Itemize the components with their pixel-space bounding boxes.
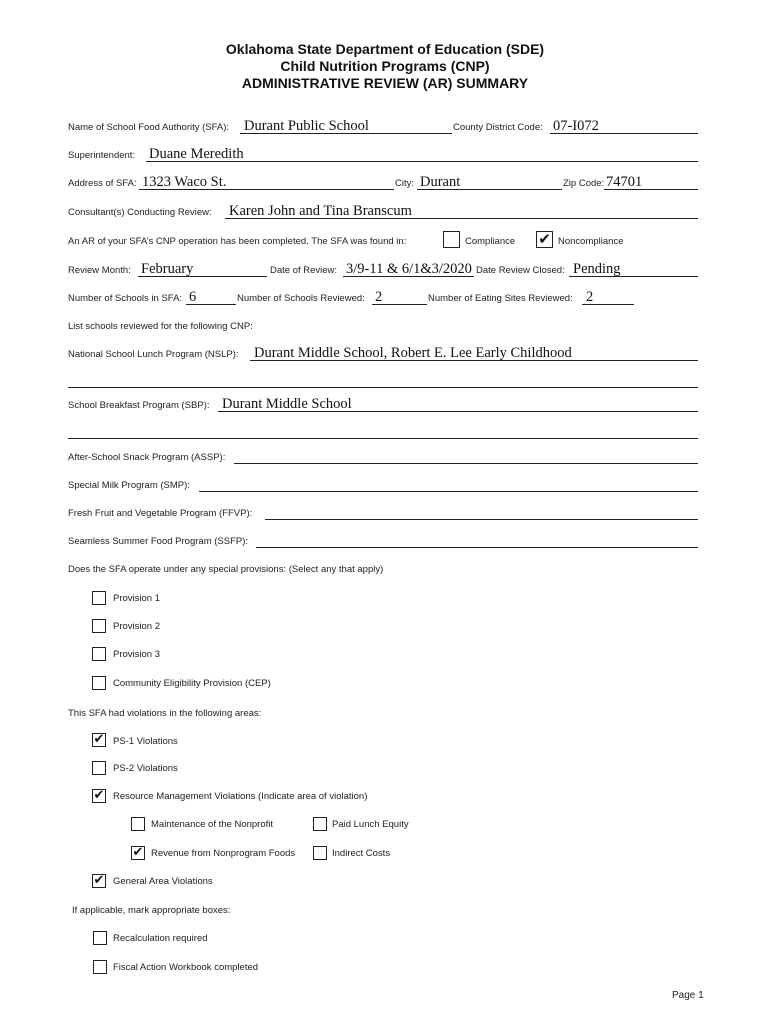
- date-closed-value[interactable]: Pending: [573, 261, 621, 277]
- maintenance-checkbox[interactable]: [131, 817, 145, 831]
- schools-list-label: List schools reviewed for the following CNP:: [68, 321, 253, 332]
- address-label: Address of SFA:: [68, 178, 137, 189]
- eating-sites-label: Number of Eating Sites Reviewed:: [428, 293, 573, 304]
- county-code-value[interactable]: 07-I072: [553, 118, 599, 134]
- provisions-question: Does the SFA operate under any special provisions: (Select any that apply): [68, 564, 384, 575]
- ps2-label: PS-2 Violations: [113, 763, 178, 774]
- compliance-label: Compliance: [465, 236, 516, 247]
- date-closed-label: Date Review Closed:: [476, 265, 565, 276]
- violations-heading: This SFA had violations in the following areas:: [68, 708, 262, 719]
- ps1-checkbox[interactable]: ✔: [93, 732, 105, 747]
- review-date-label: Date of Review:: [270, 265, 338, 276]
- paid-lunch-equity-label: Paid Lunch Equity: [332, 819, 409, 830]
- assp-label: After-School Snack Program (ASSP):: [68, 452, 226, 463]
- noncompliance-checkbox[interactable]: ✔: [536, 231, 553, 248]
- address-value[interactable]: 1323 Waco St.: [142, 174, 227, 190]
- header-line-2: Child Nutrition Programs (CNP): [280, 58, 490, 74]
- consultant-value[interactable]: Karen John and Tina Branscum: [229, 203, 412, 219]
- smp-line[interactable]: [199, 491, 698, 492]
- recalculation-label: Recalculation required: [113, 933, 208, 944]
- provision-3-label: Provision 3: [113, 649, 160, 660]
- schools-reviewed-label: Number of Schools Reviewed:: [237, 293, 365, 304]
- city-value[interactable]: Durant: [420, 174, 461, 190]
- page-number: Page 1: [672, 990, 704, 1001]
- resource-management-checkbox[interactable]: ✔: [93, 788, 105, 803]
- header-line-3: ADMINISTRATIVE REVIEW (AR) SUMMARY: [241, 75, 529, 91]
- provision-1-checkbox[interactable]: [92, 591, 106, 605]
- provision-1-label: Provision 1: [113, 593, 160, 604]
- assp-line[interactable]: [234, 463, 698, 464]
- superintendent-label: Superintendent:: [68, 150, 136, 161]
- noncompliance-label: Noncompliance: [558, 236, 624, 247]
- smp-label: Special Milk Program (SMP):: [68, 480, 190, 491]
- eating-sites-value[interactable]: 2: [586, 289, 594, 305]
- provision-3-checkbox[interactable]: [92, 647, 106, 661]
- nslp-value[interactable]: Durant Middle School, Robert E. Lee Early Childhood: [254, 345, 572, 361]
- general-area-label: General Area Violations: [113, 876, 213, 887]
- fiscal-workbook-checkbox[interactable]: [93, 960, 107, 974]
- consultant-label: Consultant(s) Conducting Review:: [68, 207, 212, 218]
- fiscal-workbook-label: Fiscal Action Workbook completed: [113, 962, 259, 973]
- revenue-nonprogram-checkbox[interactable]: ✔: [132, 845, 144, 860]
- superintendent-value[interactable]: Duane Meredith: [149, 146, 244, 162]
- recalculation-checkbox[interactable]: [93, 931, 107, 945]
- ssfp-label: Seamless Summer Food Program (SSFP):: [68, 536, 249, 547]
- review-month-label: Review Month:: [68, 265, 131, 276]
- indirect-costs-label: Indirect Costs: [332, 848, 391, 859]
- schools-in-sfa-value[interactable]: 6: [189, 289, 197, 305]
- resource-management-label: Resource Management Violations (Indicate area of violation): [113, 791, 368, 802]
- general-area-checkbox[interactable]: ✔: [93, 873, 105, 888]
- ffvp-line[interactable]: [265, 519, 698, 520]
- maintenance-label: Maintenance of the Nonprofit: [151, 819, 273, 830]
- provision-2-checkbox[interactable]: [92, 619, 106, 633]
- sbp-line-2: [68, 438, 698, 439]
- ar-status-label: An AR of your SFA’s CNP operation has been completed. The SFA was found in:: [68, 236, 407, 247]
- ps2-checkbox[interactable]: [92, 761, 106, 775]
- cep-label: Community Eligibility Provision (CEP): [113, 678, 271, 689]
- header-line-1: Oklahoma State Department of Education (SDE): [225, 41, 545, 57]
- ps1-label: PS-1 Violations: [113, 736, 178, 747]
- schools-in-sfa-label: Number of Schools in SFA:: [68, 293, 183, 304]
- paid-lunch-equity-checkbox[interactable]: [313, 817, 327, 831]
- cep-checkbox[interactable]: [92, 676, 106, 690]
- sbp-value[interactable]: Durant Middle School: [222, 396, 352, 412]
- compliance-checkbox[interactable]: [443, 231, 460, 248]
- sfa-name-label: Name of School Food Authority (SFA):: [68, 122, 230, 133]
- schools-reviewed-value[interactable]: 2: [375, 289, 383, 305]
- nslp-line-2: [68, 387, 698, 388]
- city-label: City:: [395, 178, 414, 189]
- review-date-value[interactable]: 3/9-11 & 6/1&3/2020: [346, 261, 472, 277]
- ffvp-label: Fresh Fruit and Vegetable Program (FFVP):: [68, 508, 253, 519]
- sfa-name-value[interactable]: Durant Public School: [244, 118, 369, 134]
- provision-2-label: Provision 2: [113, 621, 160, 632]
- zip-label: Zip Code:: [563, 178, 605, 189]
- indirect-costs-checkbox[interactable]: [313, 846, 327, 860]
- county-code-label: County District Code:: [453, 122, 543, 133]
- revenue-nonprogram-label: Revenue from Nonprogram Foods: [151, 848, 296, 859]
- nslp-label: National School Lunch Program (NSLP):: [68, 349, 239, 360]
- ssfp-line[interactable]: [256, 547, 698, 548]
- applicable-heading: If applicable, mark appropriate boxes:: [72, 905, 231, 916]
- review-month-value[interactable]: February: [141, 261, 194, 277]
- zip-value[interactable]: 74701: [606, 174, 643, 190]
- sbp-label: School Breakfast Program (SBP):: [68, 400, 210, 411]
